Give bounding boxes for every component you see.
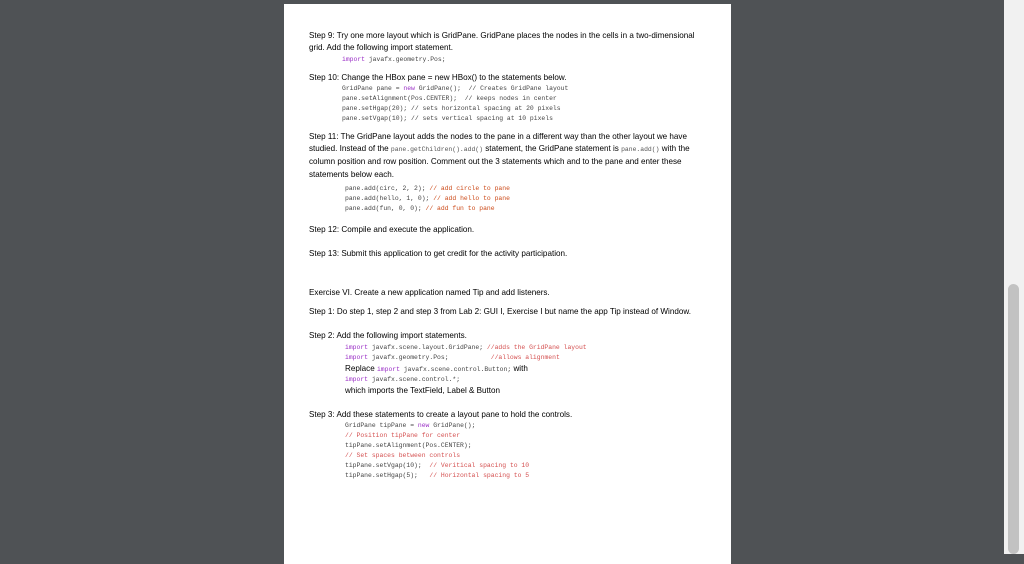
inline-code: pane.getChildren().add() [390,146,483,154]
code-text: GridPane(); // Creates GridPane layout [414,84,569,92]
step11-text-part: statement, the GridPane statement is [485,144,619,154]
exercise6-heading: Exercise VI. Create a new application named Tip and add listeners. [309,287,550,297]
step10-code-line-4: pane.setVgap(10); // sets vertical spacing at 10 pixels [342,114,553,122]
step2-code-line-1 [345,343,709,353]
step11-code-line-1 [345,184,709,194]
step2-code-line-2 [345,353,709,363]
code-text: GridPane pane = [342,84,404,92]
step11-text-part: Step 11: The GridPane layout adds the nodes to the pane in a different way than the other layout we have studied. Instead of the [309,131,687,154]
step3-code-line-3: tipPane.setAlignment(Pos.CENTER); [345,442,472,450]
step3-code-comment-2: // Set spaces between controls [345,452,461,460]
code-comment: // Veritical spacing to 10 [429,462,530,470]
code-text: tipPane.setVgap(10); [345,462,430,470]
code-comment: // add hello to pane [433,195,510,203]
step12-text: Step 12: Compile and execute the application. [309,225,475,235]
code-text: pane.add(circ, 2, 2); [345,185,430,193]
step2-text: Step 2: Add the following import statements. [309,331,467,341]
code-comment: // add fun to pane [425,205,495,213]
step10-code-line-3: pane.setHgap(20); // sets horizontal spacing at 20 pixels [342,104,561,112]
step9-text: Step 9: Try one more layout which is GridPane. GridPane places the nodes in the cells in a two-dimensional grid. Add the following import statement. [309,31,695,53]
inline-code: pane.add() [621,146,660,154]
code-text: GridPane tipPane = [345,422,418,430]
code-text: javafx.geometry.Pos; [368,353,491,361]
replace-label: Replace [345,363,375,373]
import-keyword: import [345,353,369,361]
import-keyword: import [342,55,366,63]
code-comment: // add circle to pane [429,185,510,193]
step11-text [309,131,709,181]
import-keyword: import [376,365,400,373]
with-label: with [513,363,528,373]
step9-import [342,55,709,65]
code-comment: //allows alignment [490,353,560,361]
step3-code-line-5 [345,461,709,471]
step10-code-line-1 [342,84,709,94]
import-keyword: import [345,343,369,351]
code-text: javafx.scene.control.*; [368,375,461,383]
import-path: javafx.geometry.Pos; [365,55,446,63]
code-text: javafx.scene.layout.GridPane; [368,343,487,351]
code-text: GridPane(); [429,422,476,430]
step11-code-line-3 [345,204,709,214]
scrollbar-thumb[interactable] [1008,284,1019,554]
code-comment: // Horizontal spacing to 5 [429,472,530,480]
new-keyword: new [417,422,430,430]
step13-text: Step 13: Submit this application to get credit for the activity participation. [309,249,568,259]
step11-code-line-2 [345,194,709,204]
code-text: pane.add(fun, 0, 0); [345,205,426,213]
import-keyword: import [345,375,369,383]
page-content [309,30,709,481]
step11-text-part: with the column position and row position. Comment out the 3 statements which and to the pane and enter these statements below each. [309,144,690,179]
document-page [284,4,731,564]
step3-code-line-6 [345,471,709,481]
step3-code-line-1 [345,421,709,431]
step10-text: Step 10: Change the HBox pane = new HBox() to the statements below. [309,72,567,82]
code-text: tipPane.setHgap(5); [345,472,430,480]
step3-code-comment-1: // Position tipPane for center [345,432,461,440]
new-keyword: new [403,84,415,92]
code-text: javafx.scene.control.Button; [399,365,512,373]
step2-code-line-4 [345,375,709,385]
step1-text: Step 1: Do step 1, step 2 and step 3 from Lab 2: GUI I, Exercise I but name the app Tip instead of Window. [309,306,691,316]
code-comment: //adds the GridPane layout [486,343,587,351]
step2-replace-line [345,363,709,375]
step10-code-line-2: pane.setAlignment(Pos.CENTER); // keeps nodes in center [342,94,557,102]
code-text: pane.add(hello, 1, 0); [345,195,434,203]
vertical-scrollbar[interactable] [1004,0,1024,554]
step2-which-text: which imports the TextField, Label & Button [345,385,501,395]
step3-text: Step 3: Add these statements to create a layout pane to hold the controls. [309,409,573,419]
